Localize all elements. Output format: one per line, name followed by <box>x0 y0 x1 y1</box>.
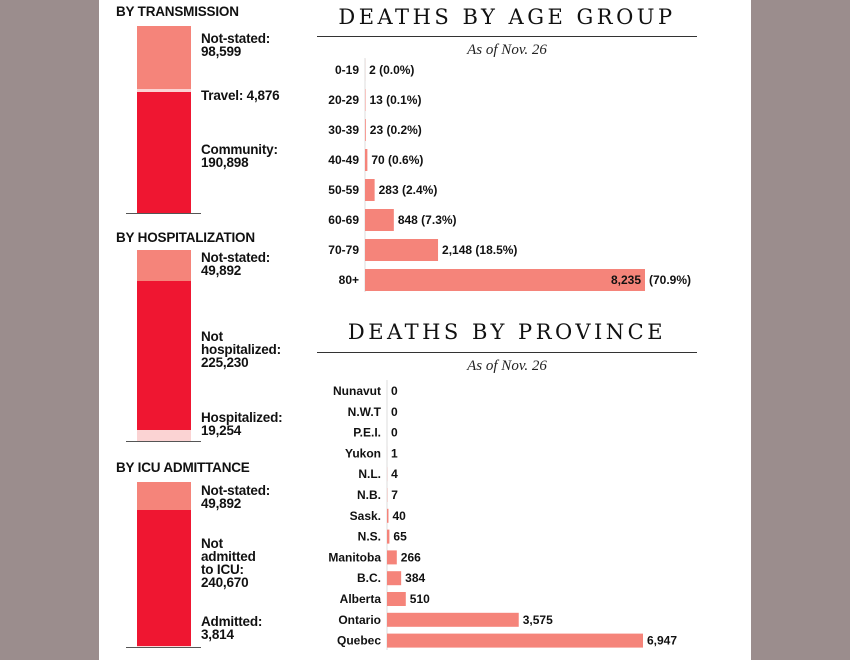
province-category-label: Nunavut <box>333 384 381 398</box>
province-value-label: 1 <box>391 446 398 461</box>
age-category-label: 80+ <box>338 273 359 287</box>
age-value-label: 283 (2.4%) <box>378 183 438 197</box>
province-category-label: Manitoba <box>328 550 381 565</box>
province-category-label: Alberta <box>339 592 381 606</box>
province-title-rule <box>317 352 697 353</box>
age-bar <box>365 239 438 261</box>
province-value-label: 0 <box>391 425 398 440</box>
province-value-label: 0 <box>391 384 398 398</box>
icu-not-admitted-segment <box>137 510 191 646</box>
transmission-not-stated-segment <box>137 26 191 89</box>
age-bar <box>365 119 366 141</box>
age-category-label: 30-39 <box>328 123 359 137</box>
transmission-title: BY TRANSMISSION <box>116 4 239 19</box>
age-bar <box>365 149 367 171</box>
province-bar <box>387 530 389 544</box>
infographic-panel <box>99 0 751 660</box>
icu-title: BY ICU ADMITTANCE <box>116 460 250 475</box>
age-value-label: 70 (0.6%) <box>371 153 424 167</box>
age-value-label-percent: (70.9%) <box>649 273 692 287</box>
icu-not-admitted-label: Not admitted to ICU: 240,670 <box>201 536 256 590</box>
province-category-label: B.C. <box>357 571 381 586</box>
province-category-label: Quebec <box>336 633 381 648</box>
age-value-label: 2,148 (18.5%) <box>442 243 518 257</box>
icu-not-stated-label: Not-stated: 49,892 <box>201 483 271 511</box>
hospitalization-baseline <box>126 441 201 442</box>
age-category-label: 60-69 <box>328 213 359 227</box>
age-bar <box>365 269 645 291</box>
province-category-label: P.E.I. <box>353 425 381 440</box>
age-bar-chart <box>309 56 729 296</box>
province-bar <box>387 509 388 523</box>
province-bar <box>387 550 397 564</box>
province-value-label: 384 <box>405 571 426 586</box>
province-value-label: 40 <box>392 508 406 523</box>
age-value-label: 13 (0.1%) <box>369 93 422 107</box>
province-value-label: 266 <box>400 550 421 565</box>
age-category-label: 50-59 <box>328 183 359 197</box>
transmission-baseline <box>126 213 201 214</box>
age-value-label: 8,235 <box>610 273 641 287</box>
hospitalization-hospitalized-label: Hospitalized: 19,254 <box>201 410 283 438</box>
province-category-label: N.B. <box>357 488 381 502</box>
age-value-label: 2 (0.0%) <box>369 63 415 77</box>
age-category-label: 0-19 <box>334 63 359 77</box>
transmission-community-segment <box>137 92 191 214</box>
transmission-community-label: Community: 190,898 <box>201 142 278 170</box>
icu-baseline <box>126 647 201 648</box>
age-bar <box>365 209 394 231</box>
province-category-label: Sask. <box>349 508 381 523</box>
province-value-label: 7 <box>391 488 398 502</box>
province-category-label: Yukon <box>344 446 381 461</box>
province-value-label: 510 <box>409 592 430 606</box>
province-bar <box>387 634 643 648</box>
hospitalization-title: BY HOSPITALIZATION <box>116 230 255 245</box>
transmission-travel-label: Travel: 4,876 <box>201 88 280 103</box>
icu-stacked-bar <box>137 482 191 648</box>
province-bar <box>387 592 406 606</box>
province-chart-title: DEATHS BY PROVINCE <box>347 320 667 344</box>
age-bar <box>365 179 375 201</box>
province-value-label: 0 <box>391 404 398 419</box>
age-value-label: 848 (7.3%) <box>397 213 457 227</box>
age-category-label: 20-29 <box>328 93 359 107</box>
age-category-label: 40-49 <box>328 153 359 167</box>
province-bar <box>387 571 401 585</box>
age-title-rule <box>317 36 697 37</box>
hospitalization-not-stated-label: Not-stated: 49,892 <box>201 250 271 278</box>
province-value-label: 65 <box>393 529 407 544</box>
province-value-label: 4 <box>391 467 398 482</box>
province-value-label: 6,947 <box>647 633 678 648</box>
province-bar-chart <box>309 378 729 656</box>
province-bar <box>387 613 519 627</box>
age-value-label: 23 (0.2%) <box>369 123 422 137</box>
hospitalization-not-hospitalized-segment <box>137 281 191 430</box>
transmission-not-stated-label: Not-stated: 98,599 <box>201 31 271 59</box>
icu-not-stated-segment <box>137 482 191 510</box>
hospitalization-stacked-bar <box>137 250 191 442</box>
province-category-label: N.W.T <box>347 404 381 419</box>
age-chart-title: DEATHS BY AGE GROUP <box>338 5 676 29</box>
hospitalization-not-hospitalized-label: Not hospitalized: 225,230 <box>201 329 281 370</box>
hospitalization-not-stated-segment <box>137 250 191 281</box>
province-chart-subtitle: As of Nov. 26 <box>467 358 547 374</box>
age-chart-subtitle: As of Nov. 26 <box>467 42 547 58</box>
icu-admitted-label: Admitted: 3,814 <box>201 614 263 642</box>
province-category-label: N.L. <box>358 467 381 482</box>
province-value-label: 3,575 <box>522 612 553 627</box>
transmission-stacked-bar <box>137 26 191 214</box>
province-category-label: N.S. <box>357 529 381 544</box>
age-category-label: 70-79 <box>328 243 359 257</box>
province-category-label: Ontario <box>338 612 381 627</box>
